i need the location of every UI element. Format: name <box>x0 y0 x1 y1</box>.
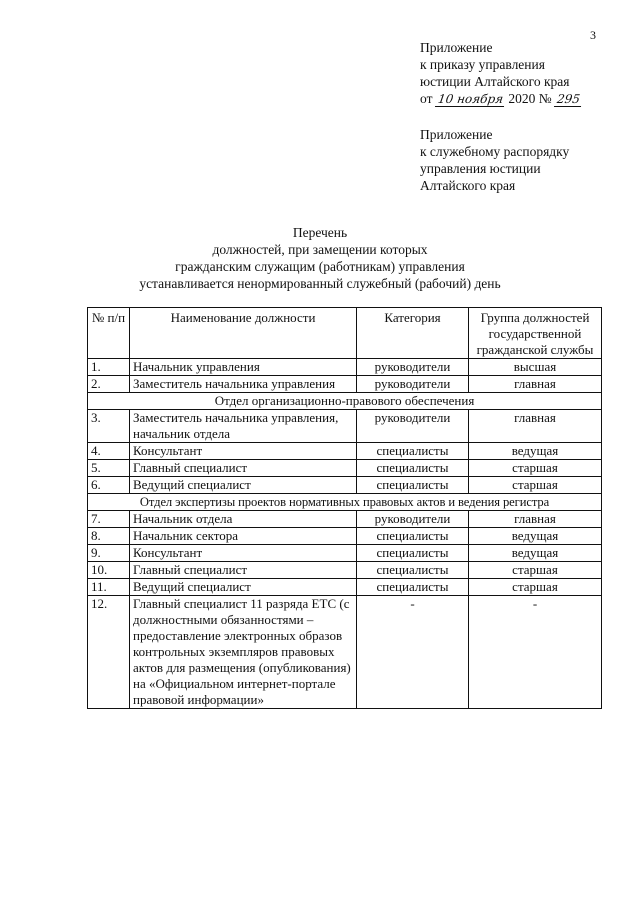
cell-group: ведущая <box>469 528 602 545</box>
cell-num: 6. <box>88 477 130 494</box>
cell-group: ведущая <box>469 443 602 460</box>
department-heading: Отдел организационно-правового обеспечения <box>88 393 602 410</box>
table-row <box>88 579 602 596</box>
cell-name: Ведущий специалист <box>130 477 357 494</box>
cell-num: 12. <box>88 596 130 709</box>
cell-group: высшая <box>469 359 602 376</box>
appendix-schedule-line: Приложение <box>420 127 493 142</box>
appendix-order-line2: к приказу управления <box>420 57 545 72</box>
title-line: устанавливается ненормированный служебный (рабочий) день <box>139 276 501 291</box>
appendix-schedule-line: к служебному распорядку <box>420 144 570 159</box>
cell-group: главная <box>469 511 602 528</box>
table-header-row <box>88 308 602 359</box>
cell-num: 4. <box>88 443 130 460</box>
cell-category: руководители <box>357 376 469 393</box>
cell-name: Заместитель начальника управления <box>130 376 357 393</box>
appendix-schedule-line: управления юстиции <box>420 161 541 176</box>
page-number: 3 <box>590 28 596 42</box>
positions-table <box>87 307 602 709</box>
table-row <box>88 596 602 709</box>
cell-category: руководители <box>357 359 469 376</box>
appendix-order-date-line <box>420 90 582 107</box>
cell-name: Главный специалист 11 разряда ЕТС (с должностными обязанностями – предоставление электронных образов контрольных экземпляров правовых актов для размещения (опубликования) на «Официальном интернет-портале правовой информации» <box>130 596 357 709</box>
cell-category: специалисты <box>357 545 469 562</box>
table-row <box>88 359 602 376</box>
cell-name: Главный специалист <box>130 562 357 579</box>
table-row <box>88 460 602 477</box>
cell-group: старшая <box>469 477 602 494</box>
table-row <box>88 376 602 393</box>
number-sign: № <box>538 91 552 106</box>
table-row <box>88 562 602 579</box>
table-row <box>88 477 602 494</box>
cell-num: 5. <box>88 460 130 477</box>
cell-group: главная <box>469 376 602 393</box>
appendix-schedule-line: Алтайского края <box>420 178 516 193</box>
cell-num: 10. <box>88 562 130 579</box>
cell-num: 11. <box>88 579 130 596</box>
cell-group: - <box>469 596 602 709</box>
cell-group: старшая <box>469 579 602 596</box>
appendix-order-block <box>420 39 582 107</box>
date-prefix: от <box>420 91 433 106</box>
header-group: Группа должностей государственной гражданской службы <box>469 308 602 359</box>
cell-group: старшая <box>469 562 602 579</box>
title-line: гражданским служащим (работникам) управления <box>175 259 465 274</box>
header-name: Наименование должности <box>130 308 357 359</box>
header-num: № п/п <box>88 308 130 359</box>
cell-category: специалисты <box>357 579 469 596</box>
appendix-order-line1: Приложение <box>420 40 493 55</box>
cell-category: специалисты <box>357 562 469 579</box>
handwritten-number: 295 <box>554 92 583 107</box>
cell-category: специалисты <box>357 460 469 477</box>
cell-name: Начальник отдела <box>130 511 357 528</box>
cell-num: 2. <box>88 376 130 393</box>
cell-num: 9. <box>88 545 130 562</box>
header-category: Категория <box>357 308 469 359</box>
table-row <box>88 545 602 562</box>
handwritten-date: 10 ноября <box>435 92 506 107</box>
cell-name: Заместитель начальника управления, начальник отдела <box>130 410 357 443</box>
cell-category: - <box>357 596 469 709</box>
cell-category: специалисты <box>357 443 469 460</box>
department-row <box>88 494 602 511</box>
table-row <box>88 410 602 443</box>
cell-name: Начальник управления <box>130 359 357 376</box>
year: 2020 <box>508 91 536 106</box>
appendix-order-line3: юстиции Алтайского края <box>420 74 570 89</box>
table-row <box>88 443 602 460</box>
cell-name: Консультант <box>130 443 357 460</box>
cell-category: руководители <box>357 511 469 528</box>
cell-name: Начальник сектора <box>130 528 357 545</box>
cell-category: специалисты <box>357 477 469 494</box>
department-row <box>88 393 602 410</box>
cell-name: Консультант <box>130 545 357 562</box>
table-row <box>88 511 602 528</box>
cell-group: главная <box>469 410 602 443</box>
cell-name: Главный специалист <box>130 460 357 477</box>
cell-group: ведущая <box>469 545 602 562</box>
cell-num: 3. <box>88 410 130 443</box>
cell-num: 1. <box>88 359 130 376</box>
cell-category: руководители <box>357 410 469 443</box>
cell-num: 7. <box>88 511 130 528</box>
cell-group: старшая <box>469 460 602 477</box>
appendix-schedule-block <box>420 126 569 194</box>
table-row <box>88 528 602 545</box>
cell-category: специалисты <box>357 528 469 545</box>
document-title <box>0 224 640 292</box>
cell-name: Ведущий специалист <box>130 579 357 596</box>
cell-num: 8. <box>88 528 130 545</box>
title-line: должностей, при замещении которых <box>212 242 428 257</box>
title-line: Перечень <box>292 225 348 240</box>
department-heading: Отдел экспертизы проектов нормативных правовых актов и ведения регистра <box>88 494 602 511</box>
